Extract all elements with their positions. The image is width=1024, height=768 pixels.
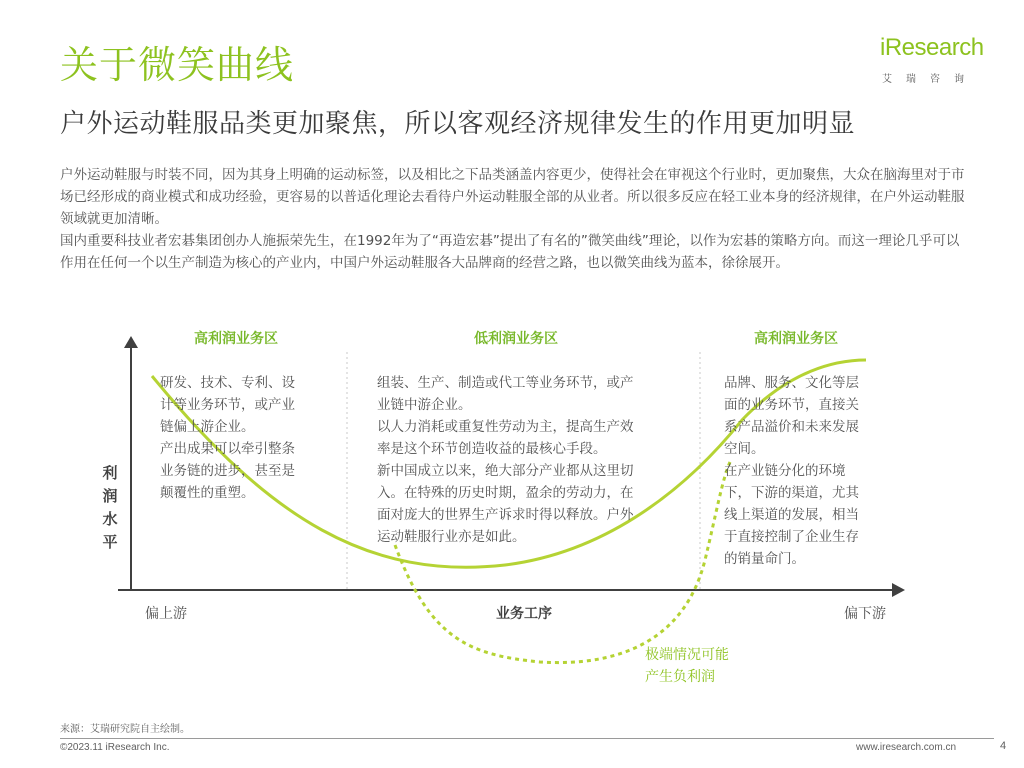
zone-line: 以人力消耗或重复性劳动为主，提高生产效	[377, 419, 634, 435]
zone-line: 组装、生产、制造或代工等业务环节，或产	[377, 375, 634, 391]
zone-line: 计等业务环节，或产业	[160, 397, 295, 413]
zone-text-midstream	[377, 372, 687, 548]
zone-label-upstream: 高利润业务区	[194, 331, 278, 347]
zone-line: 品牌、服务、文化等层	[724, 375, 859, 391]
zone-line: 研发、技术、专利、设	[160, 375, 295, 391]
zone-line: 空间。	[724, 441, 765, 457]
zone-line: 系产品溢价和未来发展	[724, 419, 859, 435]
y-axis-arrow	[124, 336, 138, 348]
zone-text-upstream	[160, 372, 340, 504]
source-note: 来源：艾瑞研究院自主绘制。	[60, 724, 190, 735]
zone-line: 颠覆性的重塑。	[160, 485, 255, 501]
x-axis-label-downstream: 偏下游	[844, 606, 886, 622]
zone-line: 线上渠道的发展，相当	[724, 507, 859, 523]
zone-label-downstream: 高利润业务区	[754, 331, 838, 347]
footer-divider	[60, 738, 994, 739]
page-subtitle: 户外运动鞋服品类更加聚焦，所以客观经济规律发生的作用更加明显	[60, 109, 856, 139]
zone-line: 业务链的进步，甚至是	[160, 463, 295, 479]
zone-line: 下，下游的渠道，尤其	[724, 485, 859, 501]
page-title: 关于微笑曲线	[60, 43, 295, 87]
note-line: 极端情况可能	[645, 647, 729, 663]
zone-line: 新中国成立以来，绝大部分产业都从这里切	[377, 463, 634, 479]
zone-text-downstream	[724, 372, 899, 570]
zone-line: 率是这个环节创造收益的最核心手段。	[377, 441, 607, 457]
zone-line: 面对庞大的世界生产诉求时得以释放。户外	[377, 507, 634, 523]
intro-paragraph: 国内重要科技业者宏碁集团创办人施振荣先生，在1992年为了“再造宏碁”提出了有名的”微笑曲线”理论，以作为宏碁的策略方向。而这一理论几乎可以作用在任何一个以生产制造为核心的产业内，中国户外运动鞋服各大品牌商的经营之路，也以微笑曲线为蓝本，徐徐展开。	[60, 233, 960, 271]
zone-line: 产出成果可以牵引整条	[160, 441, 295, 457]
zone-line: 面的业务环节，直接关	[724, 397, 859, 413]
extreme-case-note	[645, 644, 729, 688]
zone-line: 于直接控制了企业生存	[724, 529, 859, 545]
zone-line: 链偏上游企业。	[160, 419, 255, 435]
website-link[interactable]: www.iresearch.com.cn	[856, 742, 957, 753]
zone-line: 在产业链分化的环境	[724, 463, 846, 479]
x-axis-label-upstream: 偏上游	[145, 606, 187, 622]
zone-label-midstream: 低利润业务区	[474, 331, 558, 347]
zone-line: 的销量命门。	[724, 551, 805, 567]
note-line: 产生负利润	[645, 669, 715, 685]
logo-subtitle: 艾瑞咨询	[882, 74, 978, 85]
copyright: ©2023.11 iResearch Inc.	[60, 742, 170, 753]
x-axis-arrow	[892, 583, 905, 597]
y-axis-label: 利润水平	[102, 464, 118, 551]
intro-paragraph: 户外运动鞋服与时装不同，因为其身上明确的运动标签，以及相比之下品类涵盖内容更少，使得社会在审视这个行业时，更加聚焦，大众在脑海里对于市场已经形成的商业模式和成功经验，更容易的以普适化理论去看待户外运动鞋服全部的从业者。所以很多反应在轻工业本身的经济规律，在户外运动鞋服领域就更加清晰。	[60, 167, 965, 227]
logo-brand: iResearch	[880, 34, 984, 61]
zone-line: 业链中游企业。	[377, 397, 472, 413]
zone-line: 运动鞋服行业亦是如此。	[377, 529, 526, 545]
zone-line: 入。在特殊的历史时期，盈余的劳动力，在	[377, 485, 634, 501]
x-axis-title: 业务工序	[496, 606, 552, 622]
page-number: 4	[1000, 740, 1007, 752]
